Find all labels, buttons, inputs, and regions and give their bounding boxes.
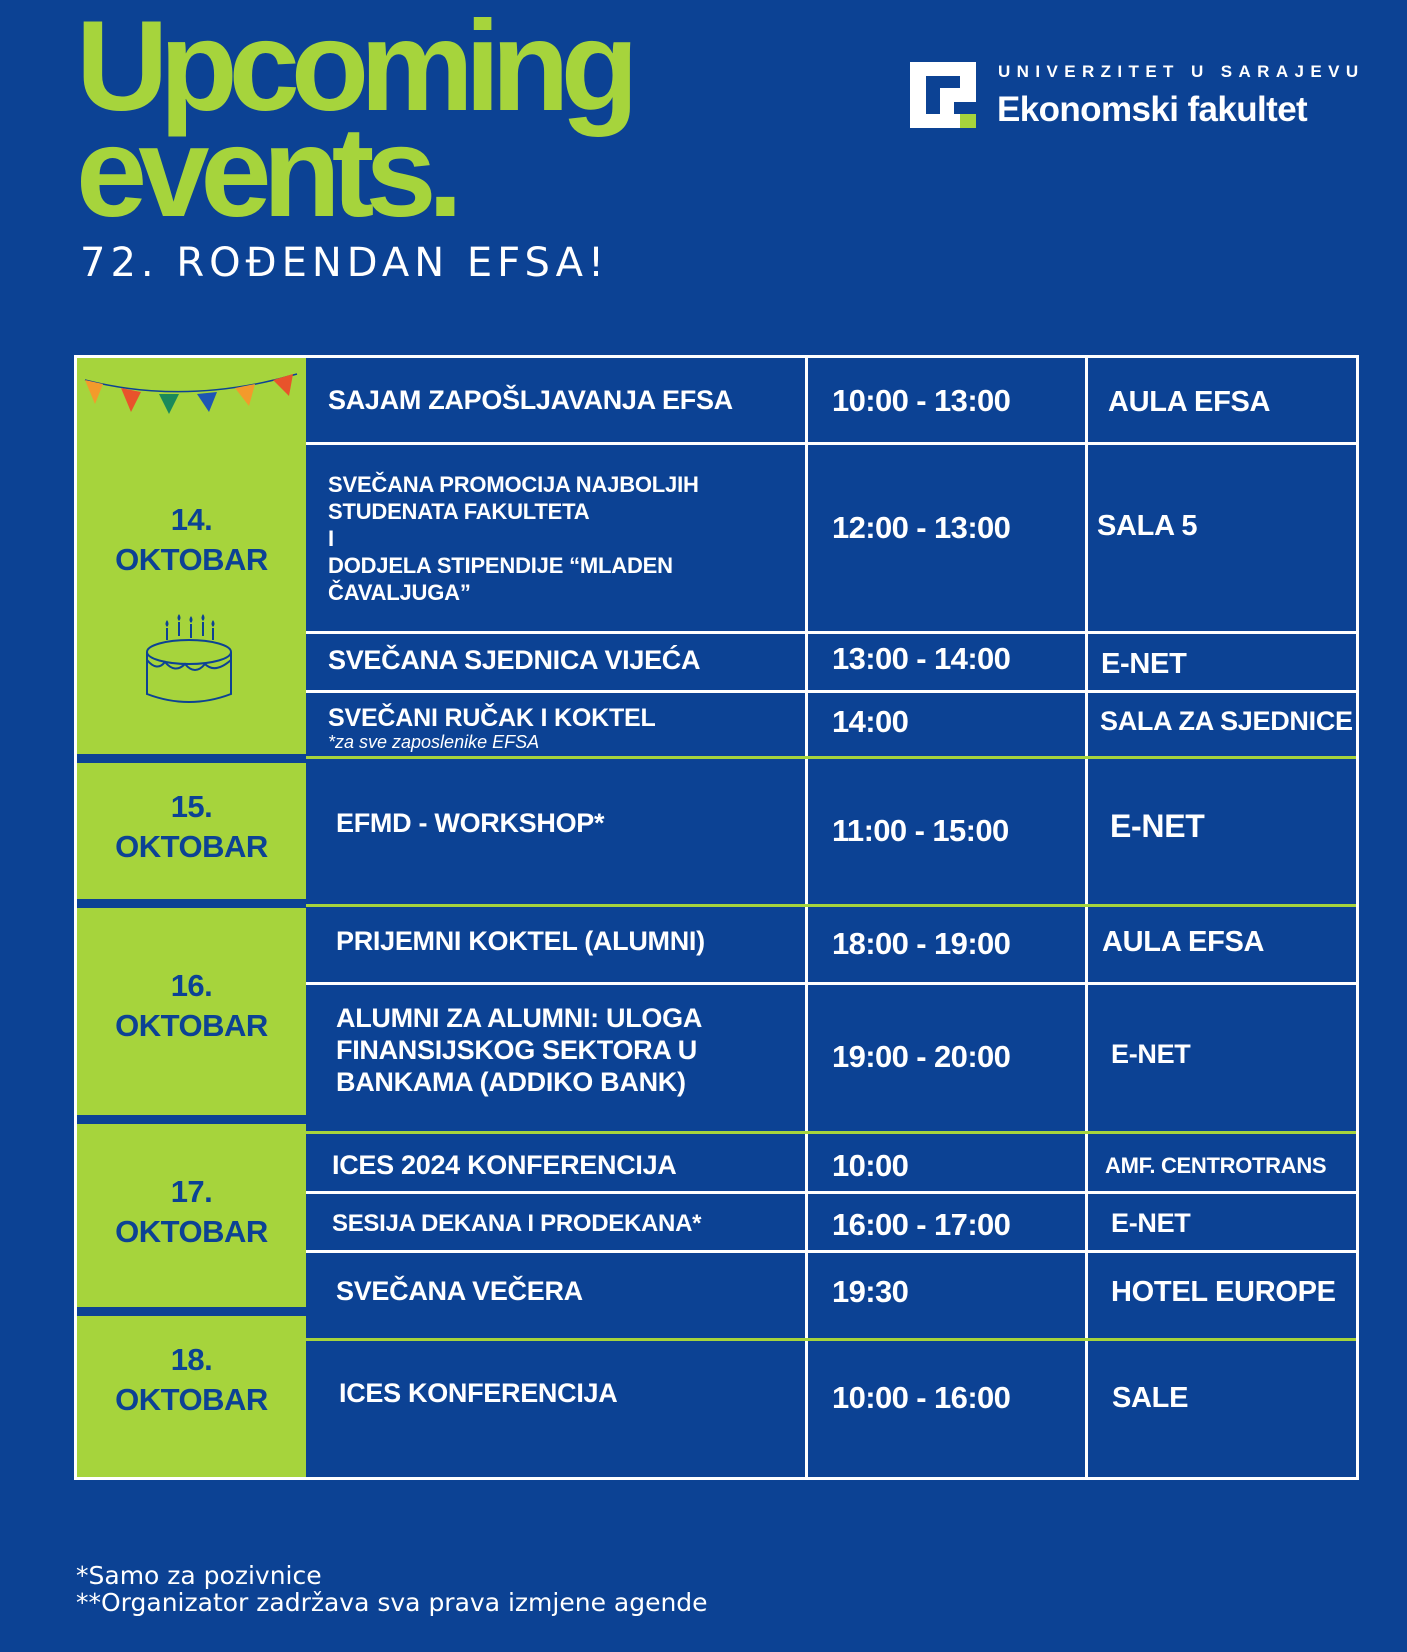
event-time: 11:00 - 15:00 — [832, 813, 1009, 848]
day-label-17: 17. OKTOBAR — [115, 1174, 268, 1249]
event-name-multiline: SVEČANA PROMOCIJA NAJBOLJIH STUDENATA FAKULTETA I DODJELA STIPENDIJE “MLADEN ČAVALJUGA” — [328, 472, 699, 605]
page-title — [76, 0, 630, 244]
event-name: SVEČANA SJEDNICA VIJEĆA — [328, 645, 701, 675]
footer-note-invitations: *Samo za pozivnice — [76, 1561, 322, 1590]
event-location: AULA EFSA — [1108, 386, 1271, 418]
title-line-1: Upcoming — [76, 0, 630, 138]
row-divider — [306, 756, 1356, 759]
event-time: 19:00 - 20:00 — [832, 1039, 1011, 1074]
column-divider — [805, 358, 808, 1477]
day-label-18: 18. OKTOBAR — [115, 1342, 268, 1417]
event-time: 10:00 — [832, 1148, 909, 1183]
event-note: *za sve zaposlenike EFSA — [328, 732, 540, 752]
row-divider — [306, 1191, 1356, 1194]
day-block-15 — [77, 763, 306, 899]
university-name: UNIVERZITET U SARAJEVU — [998, 62, 1365, 81]
row-divider — [306, 442, 1356, 445]
event-name: EFMD - WORKSHOP* — [336, 808, 605, 838]
faculty-name: Ekonomski fakultet — [997, 90, 1308, 129]
event-location: E-NET — [1110, 808, 1205, 844]
day-label-15: 15. OKTOBAR — [115, 789, 268, 864]
day-separator — [77, 1307, 306, 1316]
event-name: SESIJA DEKANA I PRODEKANA* — [332, 1210, 702, 1237]
event-time: 13:00 - 14:00 — [832, 641, 1011, 676]
day-separator — [77, 1115, 306, 1124]
event-time: 16:00 - 17:00 — [832, 1207, 1011, 1242]
row-divider — [306, 1250, 1356, 1253]
row-divider — [306, 1338, 1356, 1341]
event-name: SAJAM ZAPOŠLJAVANJA EFSA — [328, 385, 733, 415]
event-time: 14:00 — [832, 704, 909, 739]
event-location: E-NET — [1111, 1208, 1191, 1238]
event-location: HOTEL EUROPE — [1111, 1276, 1336, 1308]
row-divider — [306, 982, 1356, 985]
event-name: SVEČANI RUČAK I KOKTEL — [328, 704, 656, 732]
day-separator — [77, 754, 306, 763]
footer-note-organizer: **Organizator zadržava sva prava izmjene agende — [76, 1588, 708, 1617]
event-time: 10:00 - 13:00 — [832, 383, 1011, 418]
event-location: E-NET — [1101, 648, 1187, 680]
day-label-16: 16. OKTOBAR — [115, 968, 268, 1043]
event-name-multiline: ALUMNI ZA ALUMNI: ULOGA FINANSIJSKOG SEKTORA U BANKAMA (ADDIKO BANK) — [336, 1003, 703, 1097]
day-block-14 — [77, 358, 306, 754]
column-divider — [1085, 358, 1088, 1477]
event-location: SALA 5 — [1097, 510, 1198, 542]
event-time: 19:30 — [832, 1274, 909, 1309]
day-block-17 — [77, 1124, 306, 1307]
event-time: 12:00 - 13:00 — [832, 510, 1011, 545]
faculty-logo — [910, 62, 1365, 132]
row-divider — [306, 1131, 1356, 1134]
event-name: SVEČANA VEČERA — [336, 1276, 583, 1306]
row-divider — [306, 631, 1356, 634]
event-location: E-NET — [1111, 1039, 1191, 1069]
row-divider — [306, 904, 1356, 907]
event-location: SALE — [1112, 1382, 1189, 1414]
event-name: PRIJEMNI KOKTEL (ALUMNI) — [336, 926, 705, 956]
day-block-16 — [77, 908, 306, 1115]
events-table — [74, 355, 1359, 1480]
event-location: AMF. CENTROTRANS — [1105, 1153, 1327, 1178]
efsa-logo-icon — [910, 62, 976, 128]
birthday-cake-icon — [139, 610, 239, 710]
event-name: ICES 2024 KONFERENCIJA — [332, 1150, 677, 1180]
day-separator — [77, 899, 306, 908]
event-location: AULA EFSA — [1102, 926, 1265, 958]
event-location: SALA ZA SJEDNICE — [1100, 706, 1353, 736]
event-time: 10:00 - 16:00 — [832, 1380, 1011, 1415]
day-block-18 — [77, 1316, 306, 1477]
title-line-2: events. — [76, 101, 455, 244]
event-time: 18:00 - 19:00 — [832, 926, 1011, 961]
footer-notes — [76, 1562, 708, 1616]
day-label-14: 14. OKTOBAR — [115, 502, 268, 577]
row-divider — [306, 690, 1356, 693]
bunting-icon — [77, 366, 306, 426]
event-name: ICES KONFERENCIJA — [339, 1378, 618, 1408]
subtitle: 72. ROĐENDAN EFSA! — [80, 240, 610, 286]
